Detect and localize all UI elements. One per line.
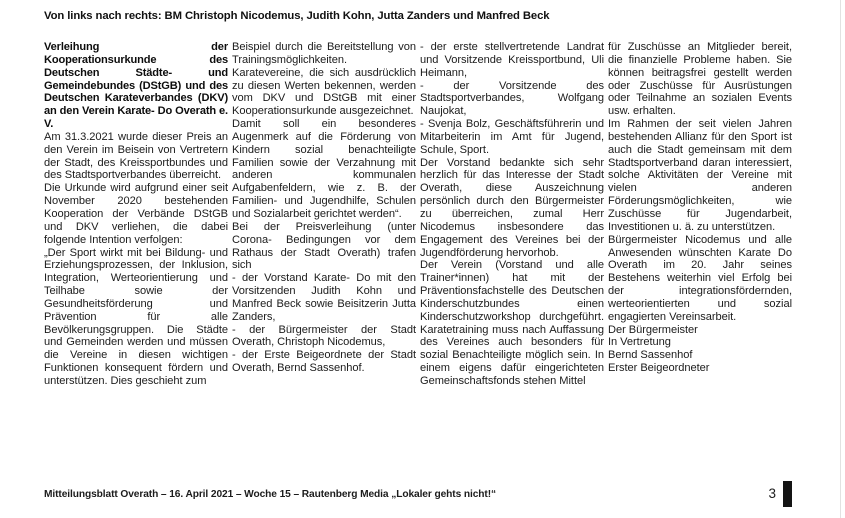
article-paragraph: Bürgermeister Nicodemus und alle Anwesenden wünschten Karate Do Overath im 20. Jahr seines Bestehens weiterhin viel Erfolg bei der integrationsfördernden, werteorientierten und sozial engagierten Vereinsarbeit. — [608, 233, 792, 323]
article-column-4 — [608, 41, 792, 453]
folio-marker-bar — [783, 481, 792, 507]
article-list-item: - der Bürgermeister der Stadt Overath, Christoph Nicodemus, — [232, 323, 416, 349]
article-list-item: - der Vorsitzende des Stadtsportverbandes, Wolfgang Naujokat, — [420, 79, 604, 118]
article-headline: Verleihung der Kooperationsurkunde des Deutschen Städte- und Gemeindebundes (DStGB) und des Deutschen Karateverbandes (DKV) an den Verein Karate- Do Overath e. V. — [44, 41, 228, 131]
article-paragraph: Damit soll ein besonderes Augenmerk auf die Förderung von Kindern sozial benachteiligte Familien sowie der Verzahnung mit anderen kommunalen Aufgabenfeldern, wie z. B. der Familien- und Jugendhilfe, Schulen und Sozialarbeit gerichtet werden“. — [232, 118, 416, 220]
article-list-item: - Svenja Bolz, Geschäftsführerin und Mitarbeiterin im Amt für Jugend, Schule, Sport. — [420, 118, 604, 156]
article-column-3 — [420, 41, 604, 453]
article-paragraph: Karatevereine, die sich ausdrücklich zu diesen Werten bekennen, werden vom DKV und DStGB mit einer Kooperationsurkunde ausgezeichnet. — [232, 66, 416, 118]
article-paragraph: Im Rahmen der seit vielen Jahren bestehenden Allianz für den Sport ist auch die Stadt gemeinsam mit dem Stadtsportverband daran interessiert, solche Aktivitäten der Vereine mit vielen anderen Förderungsmöglichkeiten, wie Zuschüsse für Jugendarbeit, Investitionen u. ä. zu unterstützen. — [608, 118, 792, 233]
article-paragraph: für Zuschüsse an Mitglieder bereit, die finanzielle Probleme haben. Sie können beitragsfrei gestellt werden oder Zuschüsse für Ausrüstungen oder Teilnahme an sozialen Events usw. erhalten. — [608, 41, 792, 118]
article-signoff-line: Erster Beigeordneter — [608, 362, 710, 375]
article-paragraph: Bei der Preisverleihung (unter Corona- Bedingungen vor dem Rathaus der Stadt Overath) trafen sich — [232, 220, 416, 272]
article-column-2 — [232, 41, 416, 453]
article-list-item: - der Vorstand Karate- Do mit den Vorsitzenden Judith Kohn und Manfred Beck sowie Beisitzerin Jutta Zanders, — [232, 272, 416, 323]
article-column-1 — [44, 41, 228, 453]
article-paragraph: Beispiel durch die Bereitstellung von Trainingsmöglichkeiten. — [232, 41, 416, 66]
article-signoff-line: Bernd Sassenhof — [608, 349, 693, 362]
photo-caption: Von links nach rechts: BM Christoph Nicodemus, Judith Kohn, Jutta Zanders und Manfred Beck — [44, 10, 550, 22]
article-signoff-line: In Vertretung — [608, 336, 671, 349]
page-footer — [44, 481, 792, 507]
article-signoff-line: Der Bürgermeister — [608, 323, 698, 336]
article-paragraph: „Der Sport wirkt mit bei Bildung- und Erziehungsprozessen, der Inklusion, Integration, Werteorientierung und Teilhabe sowie der Gesundheitsförderung und Prävention für alle Bevölkerungsgruppen. Die Städte und Gemeinden werden und müssen die Vereine in diesen wichtigen Funktionen konsequent fördern und unterstützen. Dies geschieht zum — [44, 246, 228, 387]
article-list-item: - der erste stellvertretende Landrat und Vorsitzende Kreissportbund, Uli Heimann, — [420, 41, 604, 79]
article-columns — [44, 41, 792, 453]
article-paragraph: Am 31.3.2021 wurde dieser Preis an den Verein im Beisein von Vertretern der Stadt, des Kreissportbundes und des Stadtsportverbandes überreicht. — [44, 130, 228, 182]
article-paragraph: Der Verein (Vorstand und alle Trainer*innen) hat mit der Präventionsfachstelle des Deutschen Kinderschutzbundes einen Kinderschutzworkshop durchgeführt. Karatetraining muss nach Auffassung des Vereines auch besonders für sozial Benachteiligte möglich sein. In einem eigens dafür eingerichteten Gemeinschaftsfonds stehen Mittel — [420, 259, 604, 387]
page-trim-rule — [840, 0, 841, 518]
publication-info: Mitteilungsblatt Overath – 16. April 2021 – Woche 15 – Rautenberg Media „Lokaler gehts nicht!“ — [44, 488, 496, 500]
article-list-item: - der Erste Beigeordnete der Stadt Overath, Bernd Sassenhof. — [232, 349, 416, 375]
folio — [768, 481, 792, 507]
page-number: 3 — [768, 486, 776, 502]
article-paragraph: Die Urkunde wird aufgrund einer seit November 2020 bestehenden Kooperation der Verbände DStGB und DKV verliehen, die dabei folgende Intention verfolgen: — [44, 182, 228, 246]
article-paragraph: Der Vorstand bedankte sich sehr herzlich für das Interesse der Stadt Overath, diese Auszeichnung persönlich durch den Bürgermeister zu überreichen, zumal Herr Nicodemus insbesondere das Engagement des Vereines bei der Jugendförderung hervorhob. — [420, 156, 604, 259]
